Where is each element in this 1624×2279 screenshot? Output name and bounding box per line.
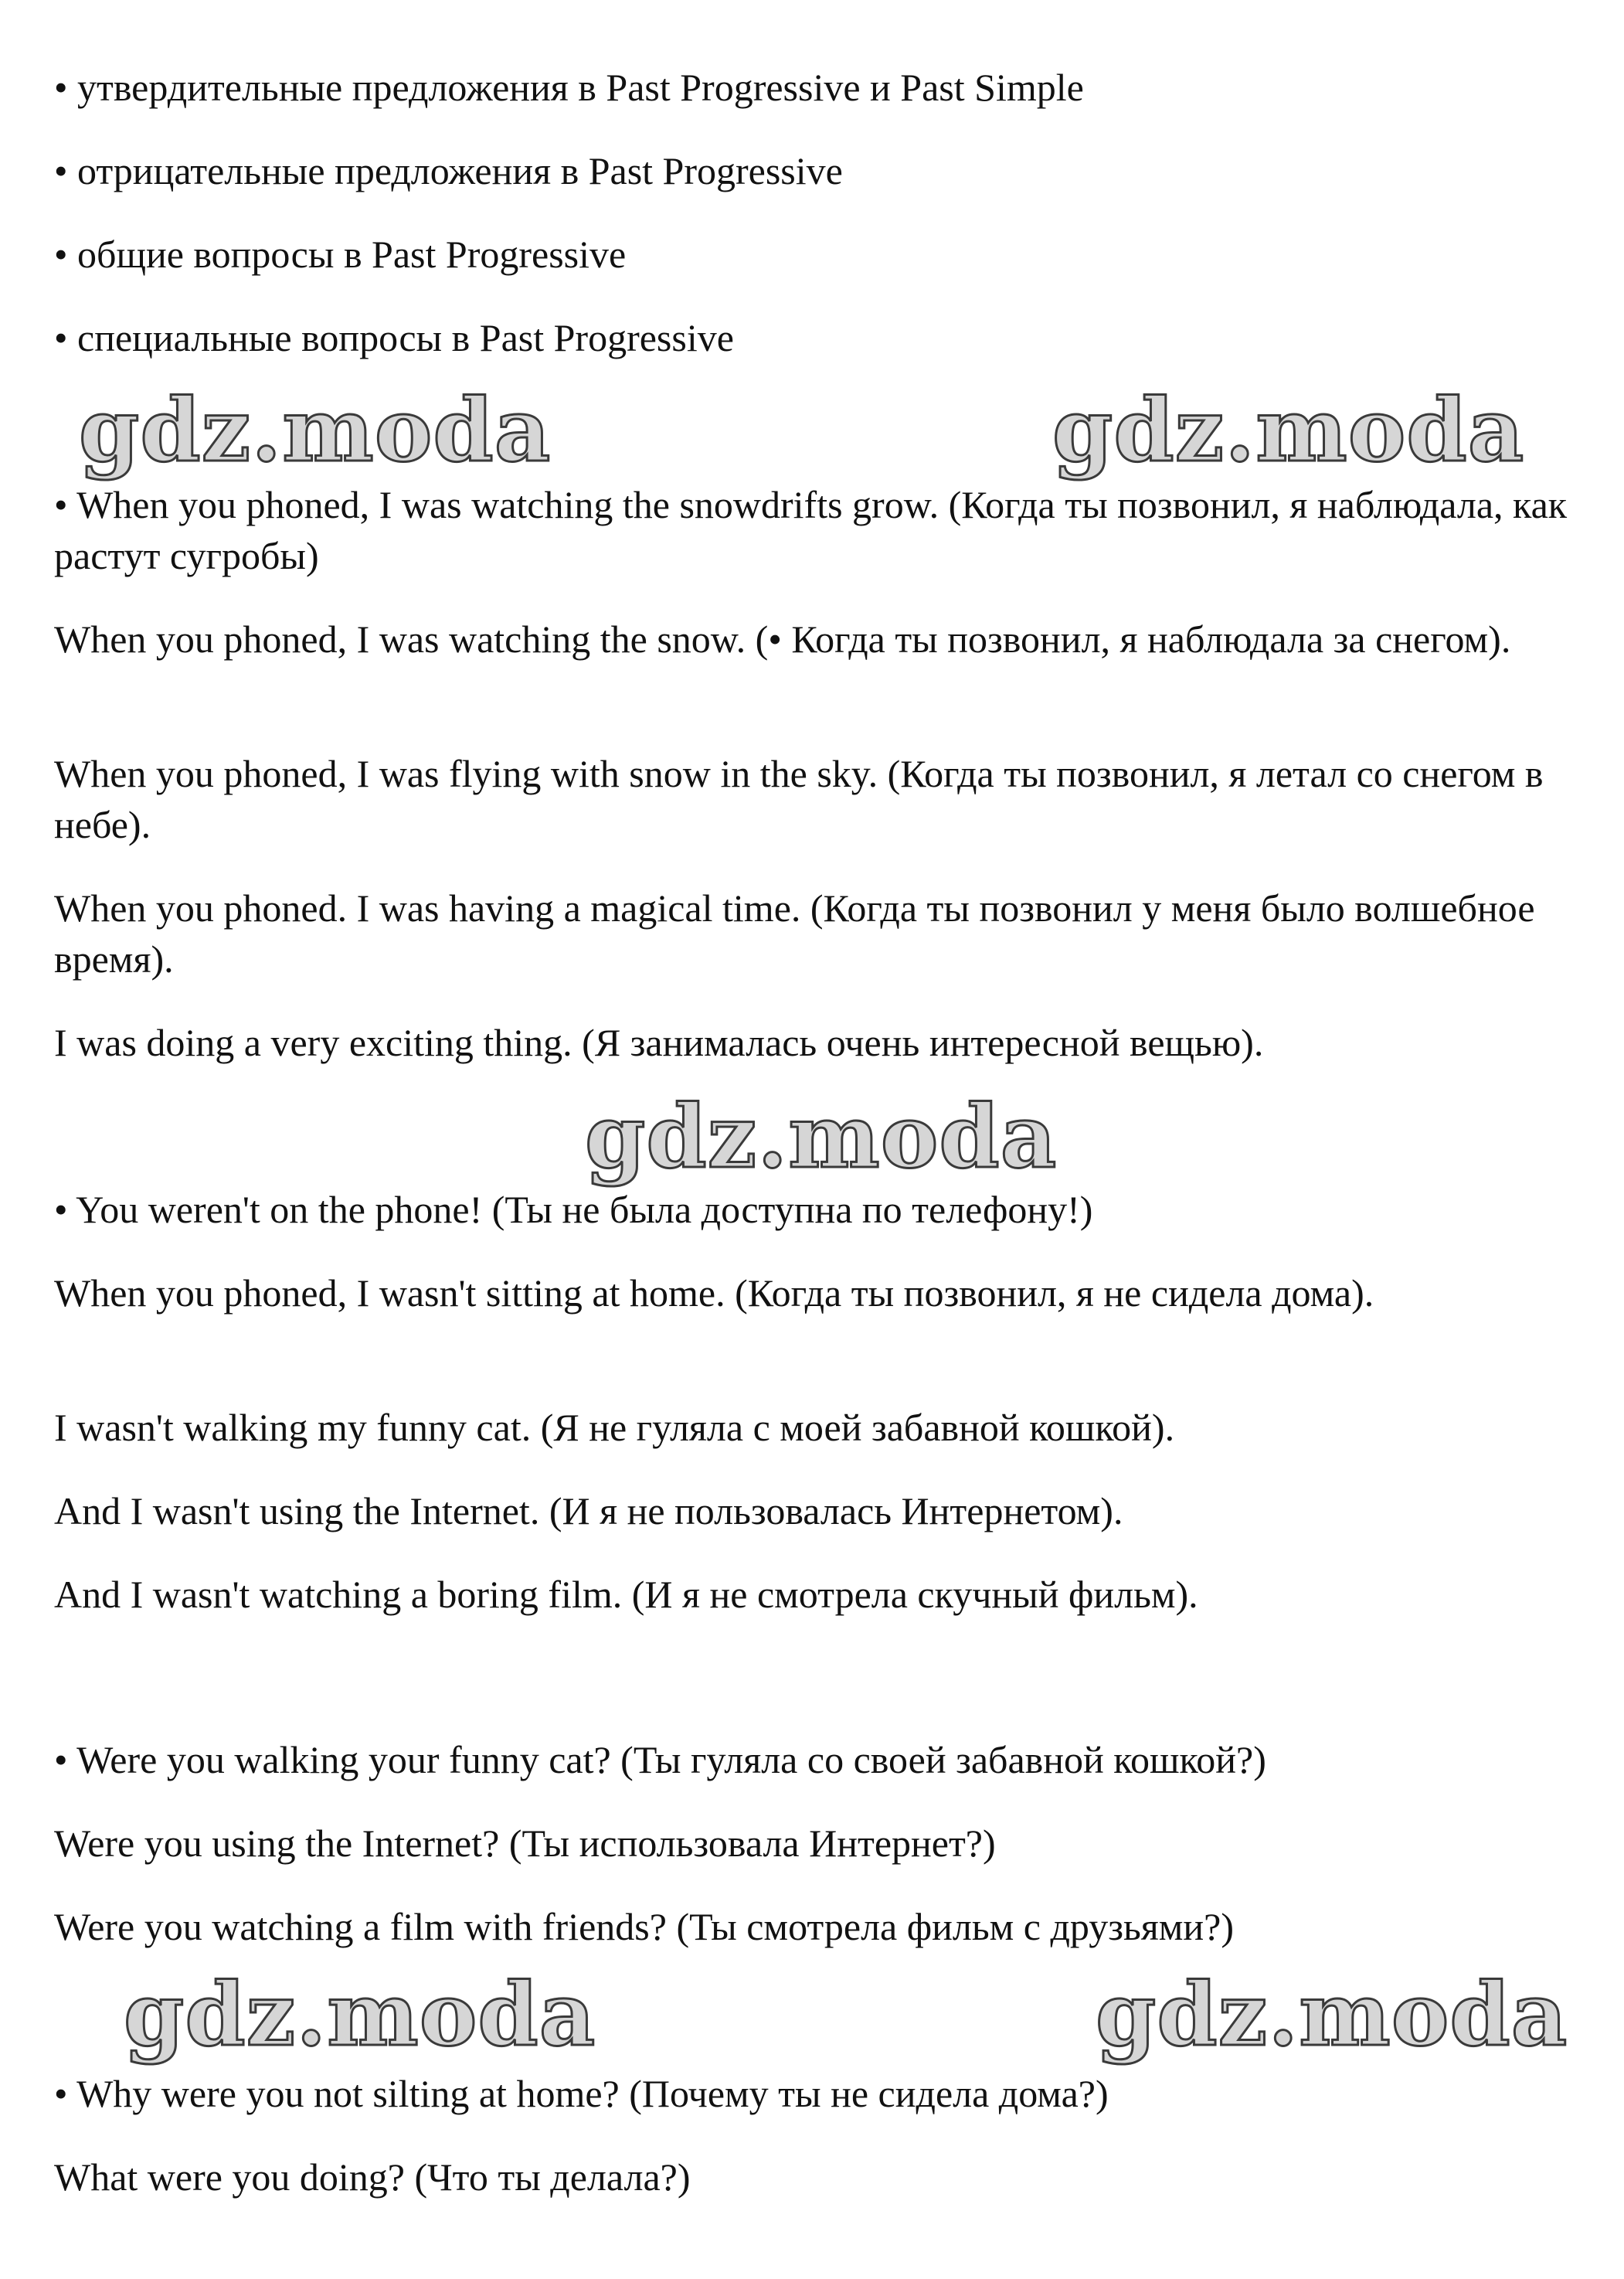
paragraph-sentence: And I wasn't using the Internet. (И я не пользовалась Интернетом). [54, 1489, 1123, 1532]
bullet-negative: • отрицательные предложения в Past Progressive [54, 149, 843, 192]
bullet-general-questions: • общие вопросы в Past Progressive [54, 233, 627, 276]
watermark: gdz.moda [124, 1964, 596, 2066]
watermark: gdz.moda [1052, 380, 1525, 481]
bullet-affirmative: • утвердительные предложения в Past Progressive и Past Simple [54, 66, 1084, 109]
paragraph-sentence: When you phoned. I was having a magical time. (Когда ты позвонил у меня было волшебное время). [54, 886, 1535, 981]
watermark: gdz.moda [585, 1087, 1058, 1188]
watermark: gdz.moda [79, 380, 552, 481]
paragraph-sentence: I wasn't walking my funny cat. (Я не гуляла с моей забавной кошкой). [54, 1406, 1175, 1449]
watermark: gdz.moda [1096, 1964, 1568, 2066]
paragraph-sentence: Were you using the Internet? (Ты использовала Интернет?) [54, 1821, 996, 1865]
bullet-special-questions: • специальные вопросы в Past Progressive [54, 316, 734, 359]
paragraph-sentence: When you phoned, I was flying with snow in the sky. (Когда ты позвонил, я летал со снегом в небе). [54, 752, 1544, 846]
paragraph-sentence: • You weren't on the phone! (Ты не была доступна по телефону!) [54, 1188, 1093, 1231]
paragraph-sentence: I was doing a very exciting thing. (Я занималась очень интересной вещью). [54, 1021, 1264, 1064]
paragraph-sentence: • Were you walking your funny cat? (Ты гуляла со своей забавной кошкой?) [54, 1738, 1266, 1781]
paragraph-sentence: • Why were you not silting at home? (Почему ты не сидела дома?) [54, 2072, 1109, 2115]
paragraph-sentence: When you phoned, I was watching the snow. (• Когда ты позвонил, я наблюдала за снегом). [54, 617, 1511, 661]
paragraph-sentence: What were you doing? (Что ты делала?) [54, 2155, 691, 2199]
paragraph-sentence: When you phoned, I wasn't sitting at home. (Когда ты позвонил, я не сидела дома). [54, 1271, 1374, 1315]
paragraph-sentence: And I wasn't watching a boring film. (И я не смотрела скучный фильм). [54, 1573, 1198, 1616]
paragraph-sentence: Were you watching a film with friends? (Ты смотрела фильм с друзьями?) [54, 1905, 1235, 1948]
paragraph-sentence: • When you phoned, I was watching the snowdrifts grow. (Когда ты позвонил, я наблюдала, как растут сугробы) [54, 483, 1568, 577]
